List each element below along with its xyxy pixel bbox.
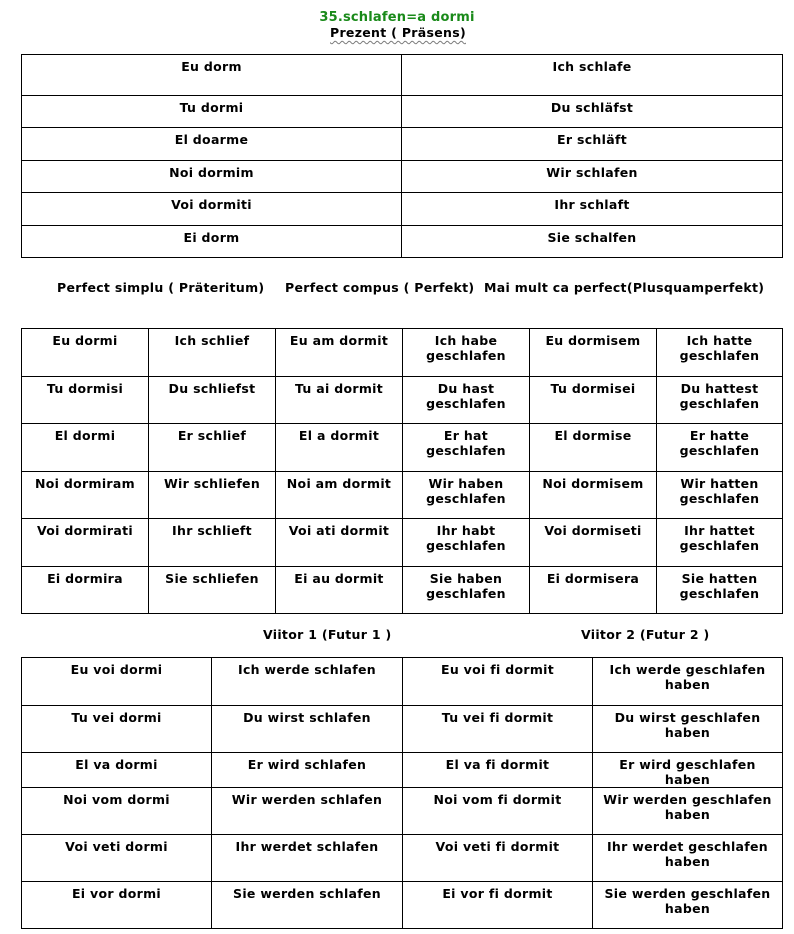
table-cell: Ihr schlaft <box>402 193 783 226</box>
table-cell: Du schliefst <box>149 377 276 424</box>
table-cell: Er hatte geschlafen <box>657 424 783 472</box>
future-tense-table <box>21 657 783 929</box>
table-cell: Ihr hattet geschlafen <box>657 519 783 567</box>
table-cell: El va fi dormit <box>403 753 593 788</box>
table-cell: Ihr werdet schlafen <box>212 835 403 882</box>
table-cell: Noi vom dormi <box>22 788 212 835</box>
table-cell: Voi dormiseti <box>530 519 657 567</box>
table-cell: Wir hatten geschlafen <box>657 472 783 519</box>
table-cell: Ich werde schlafen <box>212 658 403 706</box>
table-cell: Ich habe geschlafen <box>403 329 530 377</box>
table-cell: Noi am dormit <box>276 472 403 519</box>
table-cell: Sie haben geschlafen <box>403 567 530 614</box>
table-cell: Ei au dormit <box>276 567 403 614</box>
table-cell: Er wird schlafen <box>212 753 403 788</box>
table-cell: Wir schliefen <box>149 472 276 519</box>
table-cell: Sie schliefen <box>149 567 276 614</box>
plusquamperfekt-heading: Mai mult ca perfect(Plusquamperfekt) <box>484 280 765 295</box>
table-cell: Er schlief <box>149 424 276 472</box>
table-cell: Ich werde geschlafen haben <box>593 658 783 706</box>
table-cell: Du wirst geschlafen haben <box>593 706 783 753</box>
table-cell: Sie werden geschlafen haben <box>593 882 783 929</box>
table-cell: Tu ai dormit <box>276 377 403 424</box>
table-cell: Ich schlief <box>149 329 276 377</box>
table-cell: El dormise <box>530 424 657 472</box>
table-cell: Wir werden geschlafen haben <box>593 788 783 835</box>
table-cell: Wir haben geschlafen <box>403 472 530 519</box>
table-cell: Voi dormirati <box>22 519 149 567</box>
table-cell: Ei dormira <box>22 567 149 614</box>
table-cell: Ihr habt geschlafen <box>403 519 530 567</box>
past-tense-table <box>21 328 783 614</box>
table-cell: Sie werden schlafen <box>212 882 403 929</box>
table-cell: Du hattest geschlafen <box>657 377 783 424</box>
table-cell: Voi veti dormi <box>22 835 212 882</box>
table-cell: Ich hatte geschlafen <box>657 329 783 377</box>
table-cell: Voi dormiti <box>22 193 402 226</box>
table-cell: Ei dorm <box>22 226 402 258</box>
table-cell: Noi dormisem <box>530 472 657 519</box>
perfect-simplu-heading: Perfect simplu ( Präteritum) <box>57 280 265 295</box>
table-cell: Eu am dormit <box>276 329 403 377</box>
table-cell: Noi dormiram <box>22 472 149 519</box>
table-cell: El dormi <box>22 424 149 472</box>
table-cell: Ei vor fi dormit <box>403 882 593 929</box>
table-cell: Sie schalfen <box>402 226 783 258</box>
table-cell: Voi ati dormit <box>276 519 403 567</box>
table-cell: Wir werden schlafen <box>212 788 403 835</box>
perfect-compus-heading: Perfect compus ( Perfekt) <box>285 280 475 295</box>
table-cell: Tu vei dormi <box>22 706 212 753</box>
table-cell: Tu vei fi dormit <box>403 706 593 753</box>
table-cell: Er hat geschlafen <box>403 424 530 472</box>
table-cell: Eu dormi <box>22 329 149 377</box>
table-cell: Eu dormisem <box>530 329 657 377</box>
table-cell: Du hast geschlafen <box>403 377 530 424</box>
viitor-2-heading: Viitor 2 (Futur 2 ) <box>581 627 710 642</box>
table-cell: Wir schlafen <box>402 161 783 193</box>
table-cell: Eu dorm <box>22 55 402 96</box>
table-cell: Tu dormi <box>22 96 402 128</box>
page-title: 35.schlafen=a dormi <box>319 10 475 25</box>
table-cell: Er schläft <box>402 128 783 161</box>
table-cell: Ihr werdet geschlafen haben <box>593 835 783 882</box>
table-cell: El doarme <box>22 128 402 161</box>
table-cell: Du wirst schlafen <box>212 706 403 753</box>
table-cell: El a dormit <box>276 424 403 472</box>
table-cell: El va dormi <box>22 753 212 788</box>
table-cell: Er wird geschlafen haben <box>593 753 783 788</box>
table-cell: Ich schlafe <box>402 55 783 96</box>
table-cell: Du schläfst <box>402 96 783 128</box>
table-cell: Ei vor dormi <box>22 882 212 929</box>
table-cell: Tu dormisei <box>530 377 657 424</box>
table-cell: Eu voi dormi <box>22 658 212 706</box>
table-cell: Voi veti fi dormit <box>403 835 593 882</box>
table-cell: Eu voi fi dormit <box>403 658 593 706</box>
table-cell: Ei dormisera <box>530 567 657 614</box>
viitor-1-heading: Viitor 1 (Futur 1 ) <box>263 627 392 642</box>
prezent-table <box>21 54 783 258</box>
table-cell: Ihr schlieft <box>149 519 276 567</box>
table-cell: Tu dormisi <box>22 377 149 424</box>
prezent-heading: Prezent ( Präsens) <box>330 25 466 40</box>
table-cell: Noi dormim <box>22 161 402 193</box>
table-cell: Sie hatten geschlafen <box>657 567 783 614</box>
table-cell: Noi vom fi dormit <box>403 788 593 835</box>
